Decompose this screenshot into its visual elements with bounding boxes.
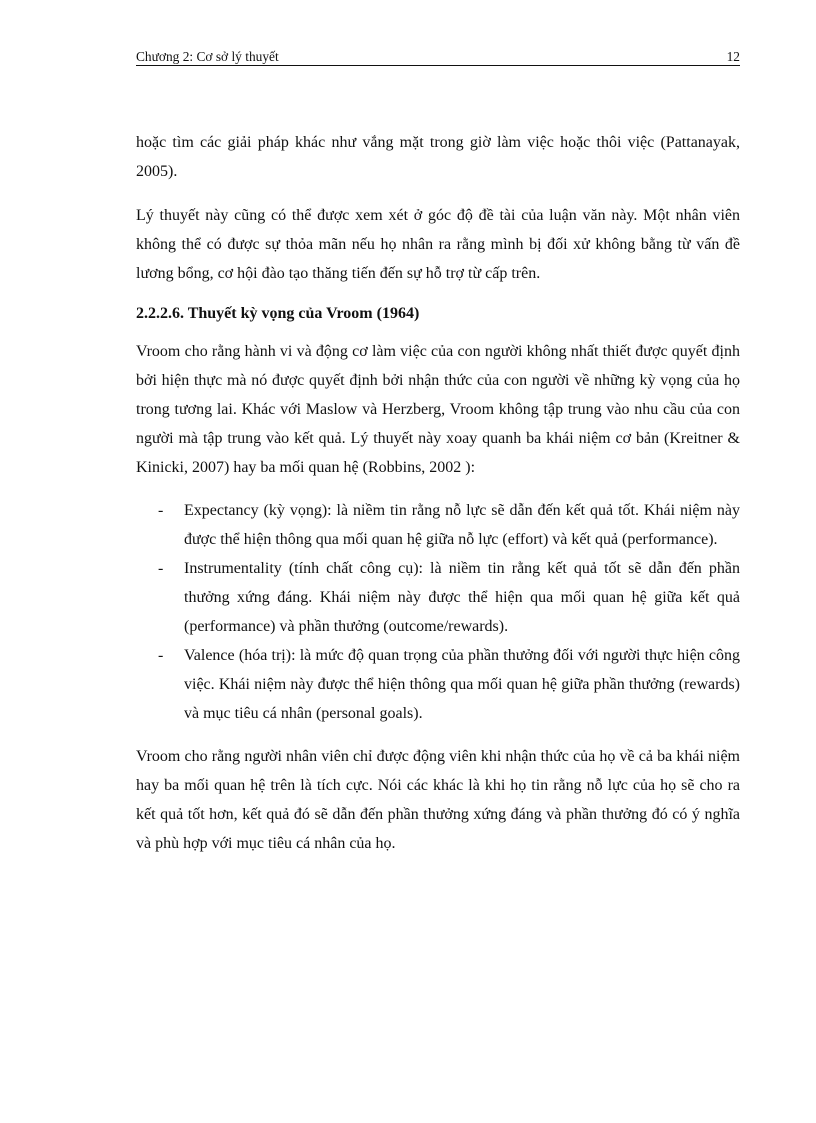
concept-list: [136, 496, 740, 728]
list-item-valence: [136, 641, 740, 728]
list-bullet: -: [158, 502, 164, 519]
list-item-expectancy: [136, 496, 740, 554]
list-bullet: -: [158, 560, 164, 577]
list-bullet: -: [158, 647, 164, 664]
chapter-title: Chương 2: Cơ sở lý thuyết: [136, 49, 279, 64]
paragraph-1: hoặc tìm các giải pháp khác như vắng mặt trong giờ làm việc hoặc thôi việc (Pattanayak, 2005).: [136, 134, 740, 180]
section-heading: 2.2.2.6. Thuyết kỳ vọng của Vroom (1964): [136, 305, 420, 322]
paragraph-3: Vroom cho rằng hành vi và động cơ làm việc của con người không nhất thiết được quyết định bởi hiện thực mà nó được quyết định bởi nhận thức của con người về những kỳ vọng của họ trong tương lai. Khác với Maslow và Herzberg, Vroom không tập trung vào nhu cầu của con người mà tập trung vào kết quả. Lý thuyết này xoay quanh ba khái niệm cơ bản (Kreitner & Kinicki, 2007) hay ba mối quan hệ (Robbins, 2002 ):: [136, 343, 740, 476]
page-header: [136, 49, 740, 66]
page-content: [136, 128, 740, 858]
list-item-text: Instrumentality (tính chất công cụ): là niềm tin rằng kết quả tốt sẽ dẫn đến phần thưởng xứng đáng. Khái niệm này được thể hiện qua mối quan hệ giữa kết quả (performance) và phần thưởng (outcome/rewards).: [184, 560, 740, 635]
paragraph-2: Lý thuyết này cũng có thể được xem xét ở góc độ đề tài của luận văn này. Một nhân viên không thể có được sự thỏa mãn nếu họ nhân ra rằng mình bị đối xử không bằng từ vấn đề lương bổng, cơ hội đào tạo thăng tiến đến sự hỗ trợ từ cấp trên.: [136, 207, 740, 282]
page-number: 12: [726, 49, 740, 64]
list-item-text: Valence (hóa trị): là mức độ quan trọng của phần thưởng đối với người thực hiện công việc. Khái niệm này được thể hiện thông qua mối quan hệ giữa phần thưởng (rewards) và mục tiêu cá nhân (personal goals).: [184, 647, 740, 722]
list-item-instrumentality: [136, 554, 740, 641]
paragraph-4: Vroom cho rằng người nhân viên chỉ được động viên khi nhận thức của họ về cả ba khái niệm hay ba mối quan hệ trên là tích cực. Nói các khác là khi họ tin rằng nỗ lực của họ sẽ cho ra kết quả tốt hơn, kết quả đó sẽ dẫn đến phần thưởng xứng đáng và phần thưởng đó có ý nghĩa và phù hợp với mục tiêu cá nhân của họ.: [136, 748, 740, 852]
list-item-text: Expectancy (kỳ vọng): là niềm tin rằng nỗ lực sẽ dẫn đến kết quả tốt. Khái niệm này được thể hiện thông qua mối quan hệ giữa nỗ lực (effort) và kết quả (performance).: [184, 502, 740, 548]
